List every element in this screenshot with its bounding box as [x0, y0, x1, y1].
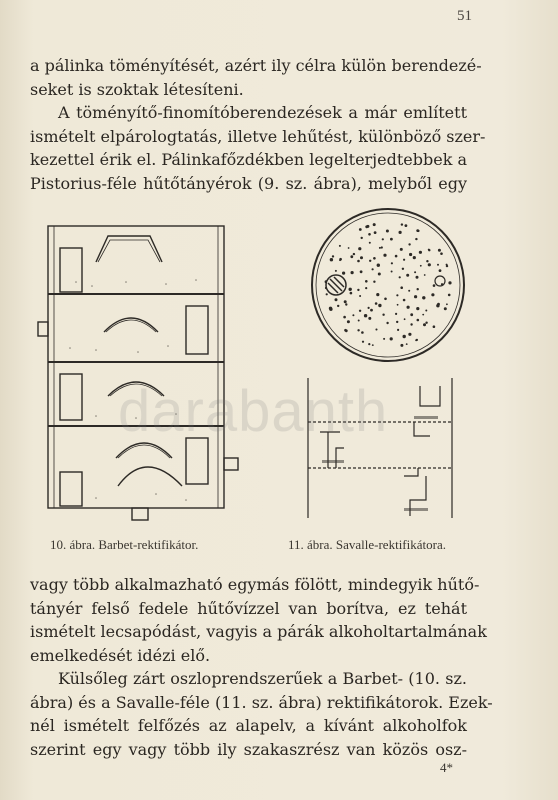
text-line: kezettel érik el. Pálinkafőzdékben legelterjedtebbek a	[30, 150, 468, 169]
plate-hole	[416, 276, 419, 279]
figure-barbet-rectifier	[36, 222, 244, 530]
plate-hole	[433, 325, 436, 328]
plate-hole	[358, 247, 361, 250]
plate-hole	[352, 314, 354, 316]
plate-hole	[448, 294, 451, 297]
plate-hole	[339, 245, 341, 247]
plate-hole	[368, 317, 371, 320]
plate-hole	[381, 246, 383, 248]
page-number: 51	[457, 8, 472, 24]
plate-hole	[425, 310, 427, 312]
plate-hole	[428, 249, 430, 251]
plate-hole	[365, 225, 368, 228]
plate-hole	[377, 264, 380, 267]
plate-hole	[370, 309, 373, 312]
plate-hole	[410, 313, 413, 316]
plate-hole	[425, 322, 427, 324]
plate-hole	[438, 249, 441, 252]
plate-hole	[417, 288, 419, 290]
plate-hole	[390, 337, 393, 340]
plate-hole	[400, 248, 403, 251]
plate-hole	[326, 293, 328, 295]
plate-hole	[404, 318, 406, 320]
plate-hole	[405, 224, 408, 227]
text-line: a pálinka töményítését, azért ily célra külön berendezé-	[30, 56, 482, 75]
plate-hole	[400, 344, 403, 347]
plate-hole	[428, 263, 431, 266]
plate-hole	[416, 339, 418, 341]
plate-hole	[437, 264, 439, 266]
plate-hole	[351, 271, 354, 274]
plate-hole	[413, 256, 416, 259]
figure-10-caption: 10. ábra. Barbet-rektifikátor.	[50, 537, 199, 552]
plate-hole	[374, 231, 377, 234]
plate-hole	[369, 260, 371, 262]
plate-hole	[403, 335, 406, 338]
plate-hole	[397, 304, 399, 306]
text-line: A töményítő-finomítóberendezések a már említett	[58, 103, 467, 122]
plate-hole	[409, 253, 412, 256]
plate-hole	[375, 302, 378, 305]
plate-hole	[359, 295, 361, 297]
plate-hole	[403, 259, 405, 261]
plate-hole	[444, 307, 447, 310]
plate-hole	[383, 254, 386, 257]
plate-hole	[424, 274, 426, 276]
figure-11-caption: 11. ábra. Savalle-rektifikátora.	[288, 537, 446, 552]
plate-hole	[348, 247, 350, 249]
plate-hole	[395, 255, 398, 258]
plate-hole	[391, 262, 393, 264]
plate-hole	[414, 295, 417, 298]
plate-hole	[439, 269, 442, 272]
text-line: Külsőleg zárt oszloprendszerűek a Barbet- (10. sz.	[58, 669, 467, 688]
plate-hole	[384, 298, 387, 301]
plate-hole	[330, 258, 333, 261]
plate-hole	[359, 228, 362, 231]
plate-hole	[396, 294, 398, 296]
plate-hole	[373, 223, 376, 226]
plate-hole	[361, 237, 363, 239]
plate-hole	[368, 343, 370, 345]
plate-hole	[357, 329, 359, 331]
plate-hole	[382, 314, 384, 316]
plate-hole	[372, 344, 374, 346]
plate-hole	[378, 304, 381, 307]
plate-hole	[395, 313, 397, 315]
plate-hole	[337, 305, 339, 307]
plate-hole	[361, 331, 364, 334]
plate-hole	[415, 238, 417, 240]
text-line: ábra) és a Savalle-féle (11. sz. ábra) rektifikátorok. Ezek-	[30, 692, 493, 712]
plate-hole	[390, 238, 393, 241]
plate-hole	[359, 310, 361, 312]
plate-hole	[422, 296, 425, 299]
plate-hole	[408, 290, 410, 292]
plate-hole	[417, 230, 419, 232]
plate-hole	[431, 293, 434, 296]
plate-hole	[408, 243, 410, 245]
text-line: Pistorius-féle hűtőtányérok (9. sz. ábra), melyből egy	[30, 173, 467, 193]
plate-hole	[383, 338, 385, 340]
plate-hole	[379, 247, 381, 249]
plate-hole	[345, 303, 347, 305]
plate-hole	[335, 298, 338, 301]
plate-hole	[417, 319, 420, 322]
plate-hole	[420, 265, 422, 267]
plate-hole	[386, 230, 389, 233]
plate-hole	[416, 307, 419, 310]
plate-hole	[422, 314, 424, 316]
plate-hole	[360, 270, 363, 273]
plate-hole	[344, 300, 347, 303]
plate-hole	[372, 268, 374, 270]
plate-hole	[436, 304, 439, 307]
plate-hole	[365, 287, 367, 289]
signature-mark: 4*	[440, 760, 453, 775]
body-paragraph	[30, 573, 493, 761]
plate-hole	[335, 270, 337, 272]
plate-hole	[368, 307, 370, 309]
plate-hole	[329, 308, 332, 311]
plate-hole	[378, 273, 381, 276]
figure-perforated-plate	[308, 205, 468, 365]
text-line: emelkedését idézi elő.	[30, 645, 211, 665]
text-line: tányér felső fedele hűtővízzel van borítva, ez tehát	[30, 598, 467, 618]
text-line: ismételt lecsapódást, vagyis a párák alkoholtartalmának	[30, 622, 487, 641]
plate-hole	[358, 320, 360, 322]
plate-hole	[373, 257, 376, 260]
plate-hole	[397, 329, 399, 331]
plate-hole	[419, 251, 422, 254]
plate-hole	[347, 320, 350, 323]
plate-hole	[350, 255, 353, 258]
text-line: ismételt elpárologtatás, illetve lehűtést, különböző szer-	[30, 126, 486, 146]
plate-hole	[399, 276, 401, 278]
plate-hole	[350, 292, 353, 295]
plate-hole	[345, 329, 348, 332]
plate-hole	[373, 281, 375, 283]
plate-hole	[410, 323, 412, 325]
plate-hole	[446, 303, 448, 305]
plate-hole	[353, 253, 355, 255]
plate-hole	[391, 271, 393, 273]
text-line: szerint egy vagy több ily szakaszrész van közös osz-	[30, 739, 467, 759]
plate-hole	[376, 293, 379, 296]
plate-hole	[357, 260, 360, 263]
plate-hole	[401, 223, 403, 225]
plate-hole	[357, 289, 359, 291]
plate-hole	[448, 281, 451, 284]
plate-hole	[402, 268, 404, 270]
plate-hole	[403, 299, 406, 302]
plate-hole	[399, 231, 402, 234]
plate-hole	[342, 272, 345, 275]
plate-hole	[407, 306, 410, 309]
plate-hole	[364, 314, 367, 317]
intro-paragraph	[30, 54, 486, 195]
plate-hole	[368, 233, 371, 236]
plate-hole	[400, 286, 403, 289]
plate-hole	[406, 274, 409, 277]
watermark: darabanth	[118, 379, 389, 444]
plate-hole	[433, 284, 436, 287]
plate-hole	[396, 321, 398, 323]
plate-hole	[339, 258, 342, 261]
plate-hole	[386, 322, 388, 324]
plate-hole	[332, 255, 334, 257]
plate-hole	[343, 316, 346, 319]
plate-hole	[406, 343, 408, 345]
plate-hole	[376, 329, 378, 331]
plate-hole	[360, 256, 363, 259]
plate-hole	[414, 271, 416, 273]
plate-hole	[423, 323, 426, 326]
plate-hole	[362, 341, 364, 343]
text-line: seket is szoktak létesíteni.	[30, 79, 244, 99]
plate-hole	[382, 238, 384, 240]
plate-hole	[365, 280, 368, 283]
text-line: nél ismételt felfőzés az alapelv, a kívánt alkoholfok	[30, 716, 467, 735]
plate-hole	[408, 333, 411, 336]
plate-hole	[440, 252, 443, 255]
plate-hole	[426, 260, 428, 262]
text-line: vagy több alkalmazható egymás fölött, mindegyik hűtő-	[30, 575, 480, 594]
plate-hole	[369, 242, 371, 244]
plate-hole	[446, 264, 448, 266]
plate-hole	[349, 288, 352, 291]
